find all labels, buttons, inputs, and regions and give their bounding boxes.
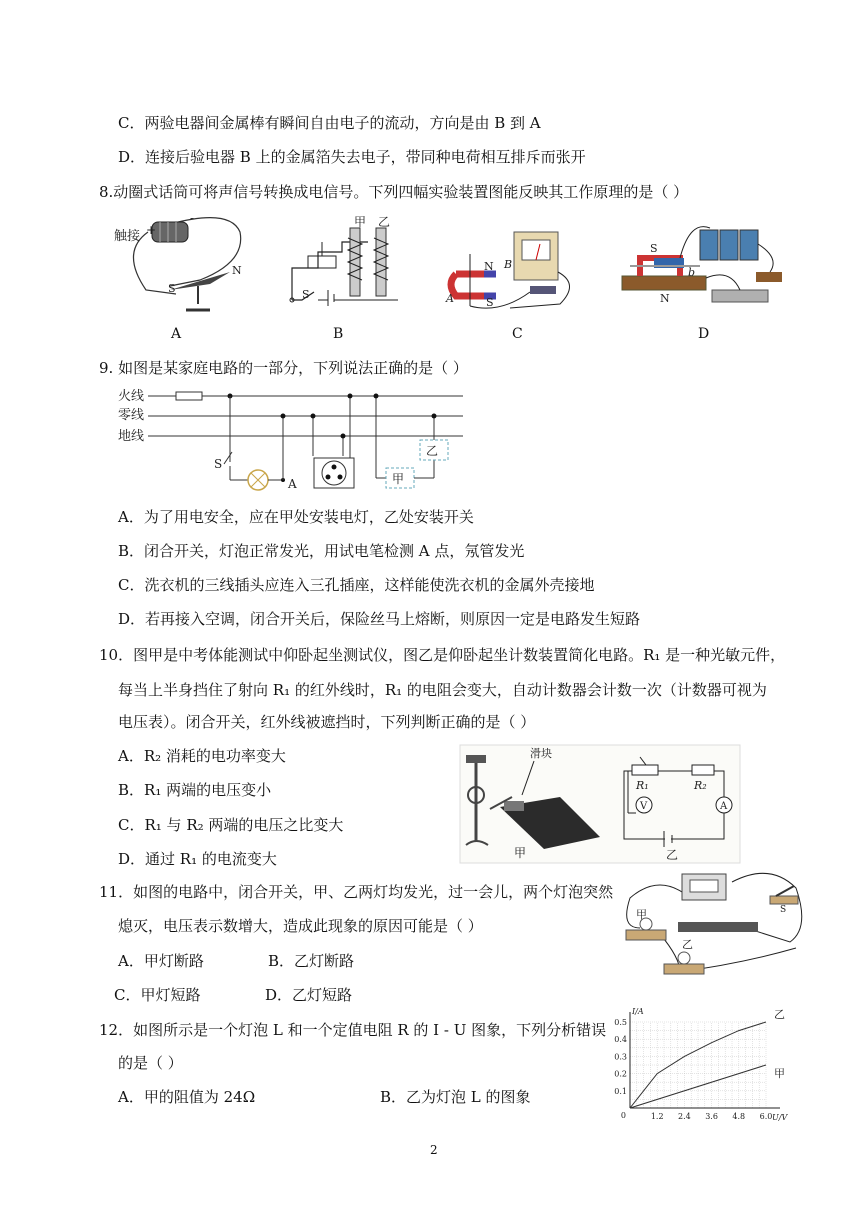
q11-option-a: A．甲灯断路 <box>118 952 204 970</box>
svg-text:A: A <box>288 477 297 491</box>
q9-option-a: A．为了用电安全，应在甲处安装电灯，乙处安装开关 <box>118 508 474 526</box>
svg-text:b: b <box>688 266 696 279</box>
svg-text:滑块: 滑块 <box>530 747 552 760</box>
q8-label-b: B <box>333 326 344 342</box>
svg-text:甲: 甲 <box>354 215 367 229</box>
x-tick-label: 3.6 <box>705 1112 718 1121</box>
y-tick-label: 0.4 <box>614 1035 627 1045</box>
svg-text:S: S <box>780 905 787 915</box>
q9-option-d: D．若再接入空调，闭合开关后，保险丝马上熔断，则原因一定是电路发生短路 <box>118 610 641 628</box>
svg-text:S: S <box>486 296 494 309</box>
q12-line-1: 12．如图所示是一个灯泡 L 和一个定值电阻 R 的 I - U 图象，下列分析错误 <box>99 1021 607 1039</box>
q10-option-a: A．R₂ 消耗的电功率变大 <box>118 747 286 765</box>
svg-text:乙: 乙 <box>682 938 693 951</box>
q8-label-a: A <box>171 326 182 342</box>
q9-option-c: C．洗衣机的三线插头应连入三孔插座，这样能使洗衣机的金属外壳接地 <box>118 576 595 594</box>
svg-text:甲: 甲 <box>514 846 527 860</box>
svg-text:S: S <box>650 242 658 255</box>
svg-text:S: S <box>168 282 176 295</box>
y-tick-label: 0.2 <box>614 1069 627 1079</box>
x-tick-label: 1.2 <box>650 1112 664 1121</box>
q10-option-b: B．R₁ 两端的电压变小 <box>118 781 272 799</box>
x-tick-label: 6.0 <box>759 1112 773 1121</box>
svg-text:地线: 地线 <box>118 429 145 444</box>
svg-text:乙: 乙 <box>426 444 439 458</box>
q10-figure <box>460 745 740 863</box>
svg-text:零线: 零线 <box>118 408 145 423</box>
q8-figure-a <box>110 212 250 317</box>
series-label-1: 甲 <box>774 1067 785 1080</box>
svg-text:A: A <box>720 801 728 812</box>
svg-text:R₁: R₁ <box>636 779 649 792</box>
q11-line-1: 11．如图的电路中，闭合开关，甲、乙两灯均发光，过一会儿，两个灯泡突然 <box>99 883 614 901</box>
q7-option-d: D．连接后验电器 B 上的金属箔失去电子，带同种电荷相互排斥而张开 <box>118 148 586 166</box>
svg-text:-: - <box>190 211 195 225</box>
q11-option-b: B．乙灯断路 <box>268 952 355 970</box>
q9-stem: 9. 如图是某家庭电路的一部分，下列说法正确的是（ ） <box>99 359 468 377</box>
q8-figure-c <box>440 224 580 314</box>
svg-text:B: B <box>504 258 513 271</box>
y-tick-label: 0.1 <box>614 1086 627 1096</box>
y-axis-label: I/A <box>632 1007 644 1016</box>
svg-text:+: + <box>146 223 157 237</box>
q12-line-2: 的是（ ） <box>118 1054 183 1072</box>
q8-label-c: C <box>512 326 523 342</box>
q9-option-b: B．闭合开关，灯泡正常发光，用试电笔检测 A 点，氖管发光 <box>118 542 525 560</box>
q7-option-c: C．两验电器间金属棒有瞬间自由电子的流动，方向是由 B 到 A <box>118 114 541 132</box>
q11-option-d: D．乙灯短路 <box>265 986 353 1004</box>
x-tick-label: 4.8 <box>732 1112 746 1121</box>
q8-figure-b <box>282 215 404 308</box>
q10-line-1: 10．图甲是中考体能测试中仰卧起坐测试仪，图乙是仰卧起坐计数装置简化电路。R₁ 是一种光敏元件， <box>99 646 786 664</box>
y-tick-label: 0.5 <box>614 1018 627 1027</box>
q8-label-d: D <box>698 326 710 342</box>
page-number: 2 <box>430 1143 438 1157</box>
svg-text:S: S <box>214 457 223 471</box>
svg-text:R₂: R₂ <box>694 779 707 792</box>
svg-text:甲: 甲 <box>392 472 405 486</box>
q12-option-b: B．乙为灯泡 L 的图象 <box>380 1088 531 1106</box>
q11-figure <box>620 868 805 978</box>
q8a-touch-label: 触接 <box>114 229 141 244</box>
svg-text:N: N <box>232 264 242 277</box>
svg-text:S: S <box>302 288 310 301</box>
q12-option-a: A．甲的阻值为 24Ω <box>118 1088 256 1106</box>
q11-line-2: 熄灭，电压表示数增大，造成此现象的原因可能是（ ） <box>118 917 483 935</box>
svg-text:火线: 火线 <box>118 389 145 404</box>
svg-text:甲: 甲 <box>636 908 647 921</box>
q10-line-3: 电压表）。闭合开关，红外线被遮挡时，下列判断正确的是（ ） <box>118 713 536 731</box>
iu-chart <box>606 1006 792 1124</box>
svg-text:V: V <box>640 801 648 812</box>
y-tick-label: 0.3 <box>614 1052 627 1062</box>
svg-text:乙: 乙 <box>378 215 391 229</box>
x-axis-label: U/V <box>772 1113 788 1122</box>
origin-label: 0 <box>620 1111 626 1120</box>
svg-text:N: N <box>484 260 494 273</box>
svg-text:N: N <box>660 292 670 305</box>
q8-stem: 8.动圈式话筒可将声信号转换成电信号。下列四幅实验装置图能反映其工作原理的是（ ） <box>99 183 689 201</box>
q10-option-c: C．R₁ 与 R₂ 两端的电压之比变大 <box>118 816 344 834</box>
x-tick-label: 2.4 <box>678 1112 691 1121</box>
series-label-0: 乙 <box>774 1008 785 1021</box>
q11-option-c: C．甲灯短路 <box>114 986 201 1004</box>
svg-text:A: A <box>446 292 454 305</box>
q8-figure-d <box>620 218 786 314</box>
q9-circuit-figure <box>118 384 463 496</box>
q10-option-d: D．通过 R₁ 的电流变大 <box>118 850 277 868</box>
q10-line-2: 每当上半身挡住了射向 R₁ 的红外线时，R₁ 的电阻会变大，自动计数器会计数一次（计数器可视为 <box>118 681 767 699</box>
svg-text:乙: 乙 <box>666 848 679 862</box>
